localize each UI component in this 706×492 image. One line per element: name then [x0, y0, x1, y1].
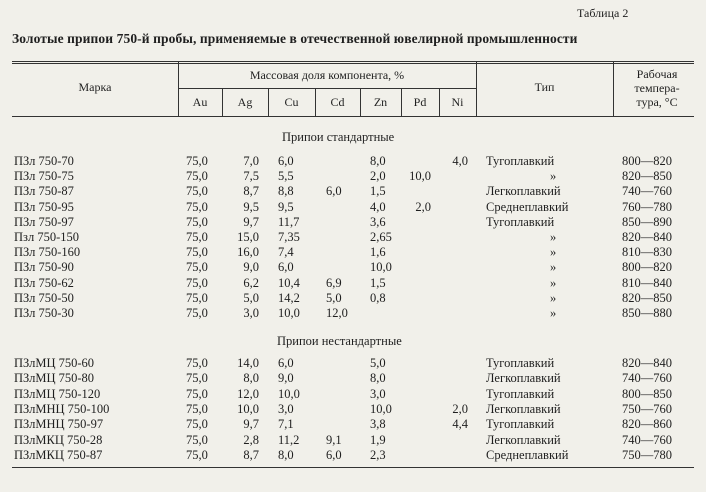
table-row: [0, 245, 706, 260]
brand-cell: ПЗлМКЦ 750-28: [14, 432, 103, 447]
au-cell: 75,0: [186, 199, 208, 214]
temp-cell: 820—840: [622, 356, 672, 370]
type-cell: Среднеплавкий: [486, 447, 569, 462]
cu-cell: 9,5: [278, 199, 294, 214]
ag-cell: 12,0: [237, 386, 259, 401]
ag-cell: 7,0: [243, 154, 259, 168]
table-row: [0, 215, 706, 230]
zn-cell: 8,0: [370, 154, 386, 168]
brand-cell: ПЗл 750-90: [14, 260, 74, 275]
cu-cell: 7,4: [278, 245, 294, 260]
table-row: [0, 356, 706, 371]
cu-cell: 11,7: [278, 214, 300, 229]
brand-cell: ПЗл 750-75: [14, 169, 74, 184]
cd-cell: 6,9: [326, 275, 342, 290]
ag-cell: 10,0: [237, 401, 259, 416]
section-title-nonstandard: Припои нестандартные: [277, 334, 402, 348]
ag-cell: 8,7: [243, 184, 259, 199]
table-row: [0, 402, 706, 417]
cd-cell: 9,1: [326, 432, 342, 447]
ag-cell: 2,8: [243, 432, 259, 447]
zn-cell: 3,0: [370, 386, 386, 401]
brand-cell: ПЗлМНЦ 750-97: [14, 417, 104, 432]
type-cell: Тугоплавкий: [486, 356, 555, 370]
cu-cell: 11,2: [278, 432, 300, 447]
brand-cell: ПЗл 750-50: [14, 290, 74, 305]
temp-cell: 800—850: [622, 386, 672, 401]
table-row: [0, 184, 706, 199]
ag-cell: 5,0: [243, 290, 259, 305]
temp-cell: 800—820: [622, 260, 672, 275]
brand-cell: ПЗл 750-70: [14, 154, 74, 168]
zn-cell: 1,6: [370, 245, 386, 260]
au-cell: 75,0: [186, 401, 208, 416]
zn-cell: 0,8: [370, 290, 386, 305]
temp-cell: 810—840: [622, 275, 672, 290]
header-ni: Ni: [451, 95, 464, 109]
cu-cell: 8,8: [278, 184, 294, 199]
cu-cell: 10,0: [278, 386, 300, 401]
type-cell: Тугоплавкий: [486, 154, 555, 168]
au-cell: 75,0: [186, 386, 208, 401]
zn-cell: 2,3: [370, 447, 386, 462]
type-cell: Среднеплавкий: [486, 199, 569, 214]
type-cell: Легкоплавкий: [486, 371, 561, 386]
table-top-rule: [12, 61, 694, 62]
type-cell: »: [550, 169, 557, 184]
pd-cell: 10,0: [409, 169, 431, 184]
type-cell: Тугоплавкий: [486, 214, 555, 229]
cu-cell: 8,0: [278, 447, 294, 462]
brand-cell: ПЗл 750-30: [14, 306, 74, 320]
ag-cell: 8,7: [243, 447, 259, 462]
cu-cell: 10,4: [278, 275, 300, 290]
table-row: [0, 200, 706, 215]
ag-cell: 7,5: [243, 169, 259, 184]
zn-cell: 3,8: [370, 417, 386, 432]
table-row: [0, 291, 706, 306]
table-row: [0, 276, 706, 291]
header-bottom-rule: [12, 116, 694, 117]
type-cell: »: [550, 275, 557, 290]
au-cell: 75,0: [186, 417, 208, 432]
au-cell: 75,0: [186, 260, 208, 275]
zn-cell: 1,9: [370, 432, 386, 447]
cd-cell: 5,0: [326, 290, 342, 305]
temp-cell: 750—780: [622, 447, 672, 462]
ag-cell: 16,0: [237, 245, 259, 260]
au-cell: 75,0: [186, 306, 208, 320]
temp-cell: 820—840: [622, 230, 672, 244]
temp-cell: 850—890: [622, 214, 672, 229]
au-cell: 75,0: [186, 447, 208, 462]
au-cell: 75,0: [186, 432, 208, 447]
brand-cell: ПЗлМКЦ 750-87: [14, 447, 103, 462]
table-row: [0, 154, 706, 169]
au-cell: 75,0: [186, 154, 208, 168]
zn-cell: 1,5: [370, 184, 386, 199]
temp-cell: 820—850: [622, 169, 672, 184]
cu-cell: 14,2: [278, 290, 300, 305]
brand-cell: ПЗлМЦ 750-120: [14, 386, 101, 401]
table-row: [0, 448, 706, 463]
brand-cell: ПЗл 750-87: [14, 184, 74, 199]
header-temp-3: тура, °С: [636, 95, 678, 109]
brand-cell: ПЗлМЦ 750-80: [14, 371, 95, 386]
temp-cell: 760—780: [622, 199, 672, 214]
section-title-standard: Припои стандартные: [282, 130, 395, 144]
type-cell: Тугоплавкий: [486, 386, 555, 401]
brand-cell: ПЗл 750-160: [14, 245, 81, 260]
header-temp-2: темпера-: [634, 81, 680, 95]
type-cell: Легкоплавкий: [486, 184, 561, 199]
cu-cell: 6,0: [278, 260, 294, 275]
header-au: Au: [192, 95, 208, 109]
zn-cell: 5,0: [370, 356, 386, 370]
zn-cell: 10,0: [370, 401, 392, 416]
brand-cell: ПЗл 750-97: [14, 214, 74, 229]
temp-cell: 810—830: [622, 245, 672, 260]
table-row: [0, 371, 706, 386]
header-brand: Марка: [78, 80, 112, 94]
type-cell: Легкоплавкий: [486, 432, 561, 447]
table-title: Золотые припои 750-й пробы, применяемые в отечественной ювелирной промышленности: [12, 31, 578, 46]
header-ag: Ag: [237, 95, 253, 109]
table-bottom-rule: [12, 467, 694, 468]
zn-cell: 3,6: [370, 214, 386, 229]
header-mass-fraction: Массовая доля компонента, %: [249, 68, 405, 82]
ag-cell: 8,0: [243, 371, 259, 386]
au-cell: 75,0: [186, 290, 208, 305]
table-row: [0, 169, 706, 184]
temp-cell: 820—850: [622, 290, 672, 305]
cu-cell: 6,0: [278, 154, 294, 168]
zn-cell: 8,0: [370, 371, 386, 386]
type-cell: »: [550, 260, 557, 275]
cd-cell: 6,0: [326, 447, 342, 462]
au-cell: 75,0: [186, 245, 208, 260]
au-cell: 75,0: [186, 230, 208, 244]
zn-cell: 1,5: [370, 275, 386, 290]
table-row: [0, 260, 706, 275]
ni-cell: 4,4: [452, 417, 468, 432]
temp-cell: 820—860: [622, 417, 672, 432]
ag-cell: 3,0: [243, 306, 259, 320]
temp-cell: 750—760: [622, 401, 672, 416]
brand-cell: ПЗл 750-62: [14, 275, 74, 290]
type-cell: »: [550, 306, 557, 320]
header-temp-1: Рабочая: [636, 67, 678, 81]
zn-cell: 4,0: [370, 199, 386, 214]
ag-cell: 9,5: [243, 199, 259, 214]
zn-cell: 2,65: [370, 230, 392, 244]
ag-cell: 15,0: [237, 230, 259, 244]
zn-cell: 2,0: [370, 169, 386, 184]
cu-cell: 9,0: [278, 371, 294, 386]
ni-cell: 4,0: [452, 154, 468, 168]
table-row: [0, 306, 706, 321]
temp-cell: 740—760: [622, 371, 672, 386]
cd-cell: 6,0: [326, 184, 342, 199]
brand-cell: ПЗл 750-95: [14, 199, 74, 214]
type-cell: Легкоплавкий: [486, 401, 561, 416]
ag-cell: 9,7: [243, 214, 259, 229]
cu-cell: 10,0: [278, 306, 300, 320]
table-number: Таблица 2: [577, 6, 629, 20]
header-cu: Cu: [284, 95, 299, 109]
ag-cell: 9,7: [243, 417, 259, 432]
type-cell: »: [550, 290, 557, 305]
temp-cell: 740—760: [622, 184, 672, 199]
temp-cell: 850—880: [622, 306, 672, 320]
table-row: [0, 417, 706, 432]
cd-cell: 12,0: [326, 306, 348, 320]
type-cell: »: [550, 230, 557, 244]
au-cell: 75,0: [186, 214, 208, 229]
table-row: [0, 433, 706, 448]
cu-cell: 6,0: [278, 356, 294, 370]
header-type: Тип: [534, 80, 555, 94]
cu-cell: 5,5: [278, 169, 294, 184]
ag-cell: 6,2: [243, 275, 259, 290]
brand-cell: Пзл 750-150: [14, 230, 79, 244]
cu-cell: 3,0: [278, 401, 294, 416]
header-zn: Zn: [373, 95, 388, 109]
au-cell: 75,0: [186, 184, 208, 199]
au-cell: 75,0: [186, 275, 208, 290]
type-cell: »: [550, 245, 557, 260]
au-cell: 75,0: [186, 371, 208, 386]
cu-cell: 7,35: [278, 230, 300, 244]
header-pd: Pd: [413, 95, 427, 109]
table-top-rule-2: [12, 63, 694, 64]
ag-cell: 14,0: [237, 356, 259, 370]
temp-cell: 800—820: [622, 154, 672, 168]
brand-cell: ПЗлМЦ 750-60: [14, 356, 95, 370]
cu-cell: 7,1: [278, 417, 294, 432]
pd-cell: 2,0: [415, 199, 431, 214]
au-cell: 75,0: [186, 169, 208, 184]
temp-cell: 740—760: [622, 432, 672, 447]
type-cell: Тугоплавкий: [486, 417, 555, 432]
header-cd: Cd: [330, 95, 345, 109]
au-cell: 75,0: [186, 356, 208, 370]
brand-cell: ПЗлМНЦ 750-100: [14, 401, 110, 416]
zn-cell: 10,0: [370, 260, 392, 275]
table-row: [0, 230, 706, 245]
ag-cell: 9,0: [243, 260, 259, 275]
ni-cell: 2,0: [452, 401, 468, 416]
table-row: [0, 387, 706, 402]
